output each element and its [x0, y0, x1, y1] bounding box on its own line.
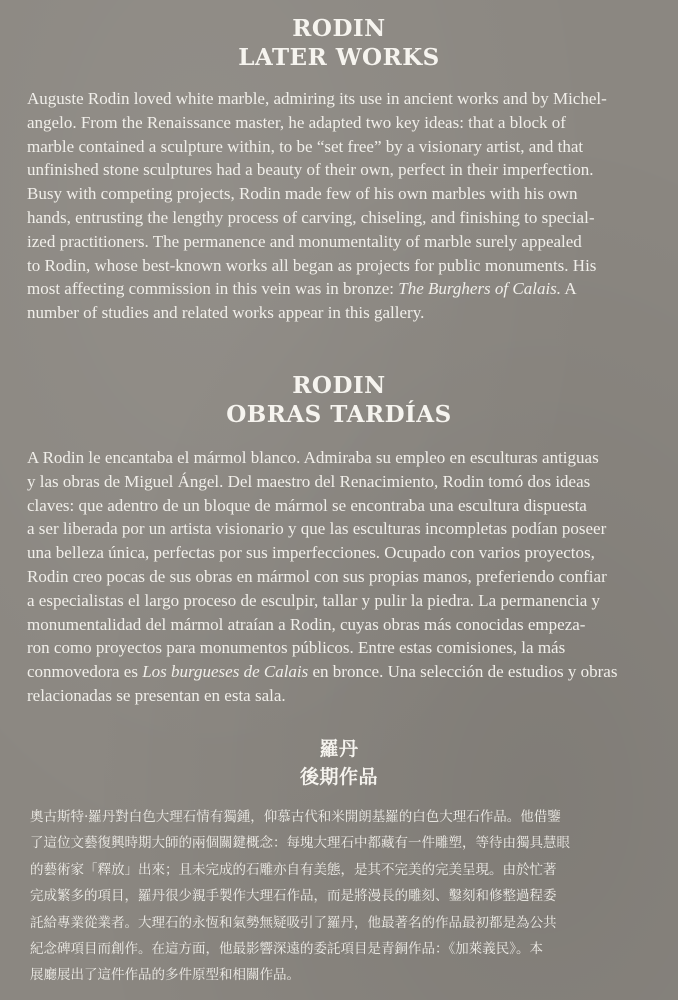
spanish-line-text: en bronce. Una selección de estudios y obras — [312, 662, 618, 682]
chinese-line: 奧古斯特·羅丹對白色大理石情有獨鍾，仰慕古代和米開朗基羅的白色大理石作品。他借鑒 — [30, 809, 561, 825]
english-line: angelo. From the Renaissance master, he adapted two key ideas: that a block of — [27, 112, 566, 132]
chinese-line: 紀念碑項目而創作。在這方面，他最影響深遠的委託項目是青銅作品：《加萊義民》。本 — [30, 941, 543, 958]
english-paragraph — [27, 87, 667, 325]
spanish-line-text: conmovedora es — [27, 662, 138, 682]
english-line: to Rodin, whose best-known works all began as projects for public monuments. His — [27, 255, 597, 275]
spanish-line: A Rodin le encantaba el mármol blanco. Admiraba su empleo en esculturas antiguas — [27, 448, 599, 467]
english-line-text: A — [564, 279, 577, 299]
english-title-line-1: RODIN — [292, 15, 386, 42]
chinese-line: 展廳展出了這件作品的多件原型和相關作品。 — [30, 967, 300, 984]
chinese-title-line-2: 後期作品 — [299, 766, 378, 788]
spanish-paragraph — [27, 446, 667, 708]
spanish-line: a ser liberada por un artista visionario y que las esculturas incompletas podían poseer — [27, 519, 607, 539]
spanish-title — [0, 371, 678, 429]
chinese-line: 託給專業從業者。大理石的永恆和氣勢無疑吸引了羅丹，他最著名的作品最初都是為公共 — [30, 914, 557, 931]
english-line: ized practitioners. The permanence and monumentality of marble surely appealed — [27, 231, 582, 251]
english-title — [0, 14, 678, 72]
spanish-line: una belleza única, perfectas por sus imperfecciones. Ocupado con varios proyectos, — [27, 543, 595, 563]
spanish-line: a especialistas el largo proceso de esculpir, tallar y pulir la piedra. La permanencia y — [27, 590, 600, 610]
english-line: unfinished stone sculptures had a beauty of their own, perfect in their imperfection. — [27, 160, 594, 180]
spanish-line — [27, 660, 667, 684]
english-line: number of studies and related works appear in this gallery. — [27, 303, 425, 323]
english-artwork-title: The Burghers of Calais. — [398, 279, 562, 299]
chinese-line: 完成繁多的項目，羅丹很少親手製作大理石作品，而是將漫長的雕刻、鑿刻和修整過程委 — [30, 888, 557, 905]
spanish-line: y las obras de Miguel Ángel. Del maestro del Renacimiento, Rodin tomó dos ideas — [27, 471, 591, 491]
chinese-paragraph — [30, 804, 660, 989]
spanish-line: relacionadas se presentan en esta sala. — [27, 685, 286, 705]
spanish-line: claves: que adentro de un bloque de mármol se encontraba una escultura dispuesta — [27, 495, 587, 515]
spanish-title-line-2: OBRAS TARDÍAS — [226, 401, 452, 428]
english-line-text: most affecting commission in this vein was in bronze: — [27, 279, 395, 299]
chinese-title — [0, 735, 678, 791]
spanish-line: monumentalidad del mármol atraían a Rodin, cuyas obras más conocidas empeza- — [27, 614, 586, 634]
english-line: marble contained a sculpture within, to be “set free” by a visionary artist, and that — [27, 136, 584, 156]
spanish-artwork-title: Los burgueses de Calais — [142, 662, 309, 682]
chinese-line: 的藝術家「釋放」出來；且未完成的石雕亦自有美態，是其不完美的完美呈現。由於忙著 — [30, 861, 557, 878]
english-title-line-2: LATER WORKS — [238, 44, 440, 71]
english-line — [27, 277, 667, 301]
spanish-line: ron como proyectos para monumentos públicos. Entre estas comisiones, la más — [27, 638, 566, 658]
english-line: Busy with competing projects, Rodin made few of his own marbles with his own — [27, 184, 578, 204]
spanish-line: Rodin creo pocas de sus obras en mármol con sus propias manos, preferiendo confiar — [27, 566, 607, 586]
chinese-title-line-1: 羅丹 — [319, 738, 359, 760]
english-line: hands, entrusting the lengthy process of carving, chiseling, and finishing to special- — [27, 207, 595, 227]
chinese-line: 了這位文藝復興時期大師的兩個關鍵概念：每塊大理石中都藏有一件雕塑，等待由獨具慧眼 — [30, 835, 570, 852]
english-line: Auguste Rodin loved white marble, admiring its use in ancient works and by Michel- — [27, 89, 607, 108]
spanish-title-line-1: RODIN — [292, 372, 386, 399]
